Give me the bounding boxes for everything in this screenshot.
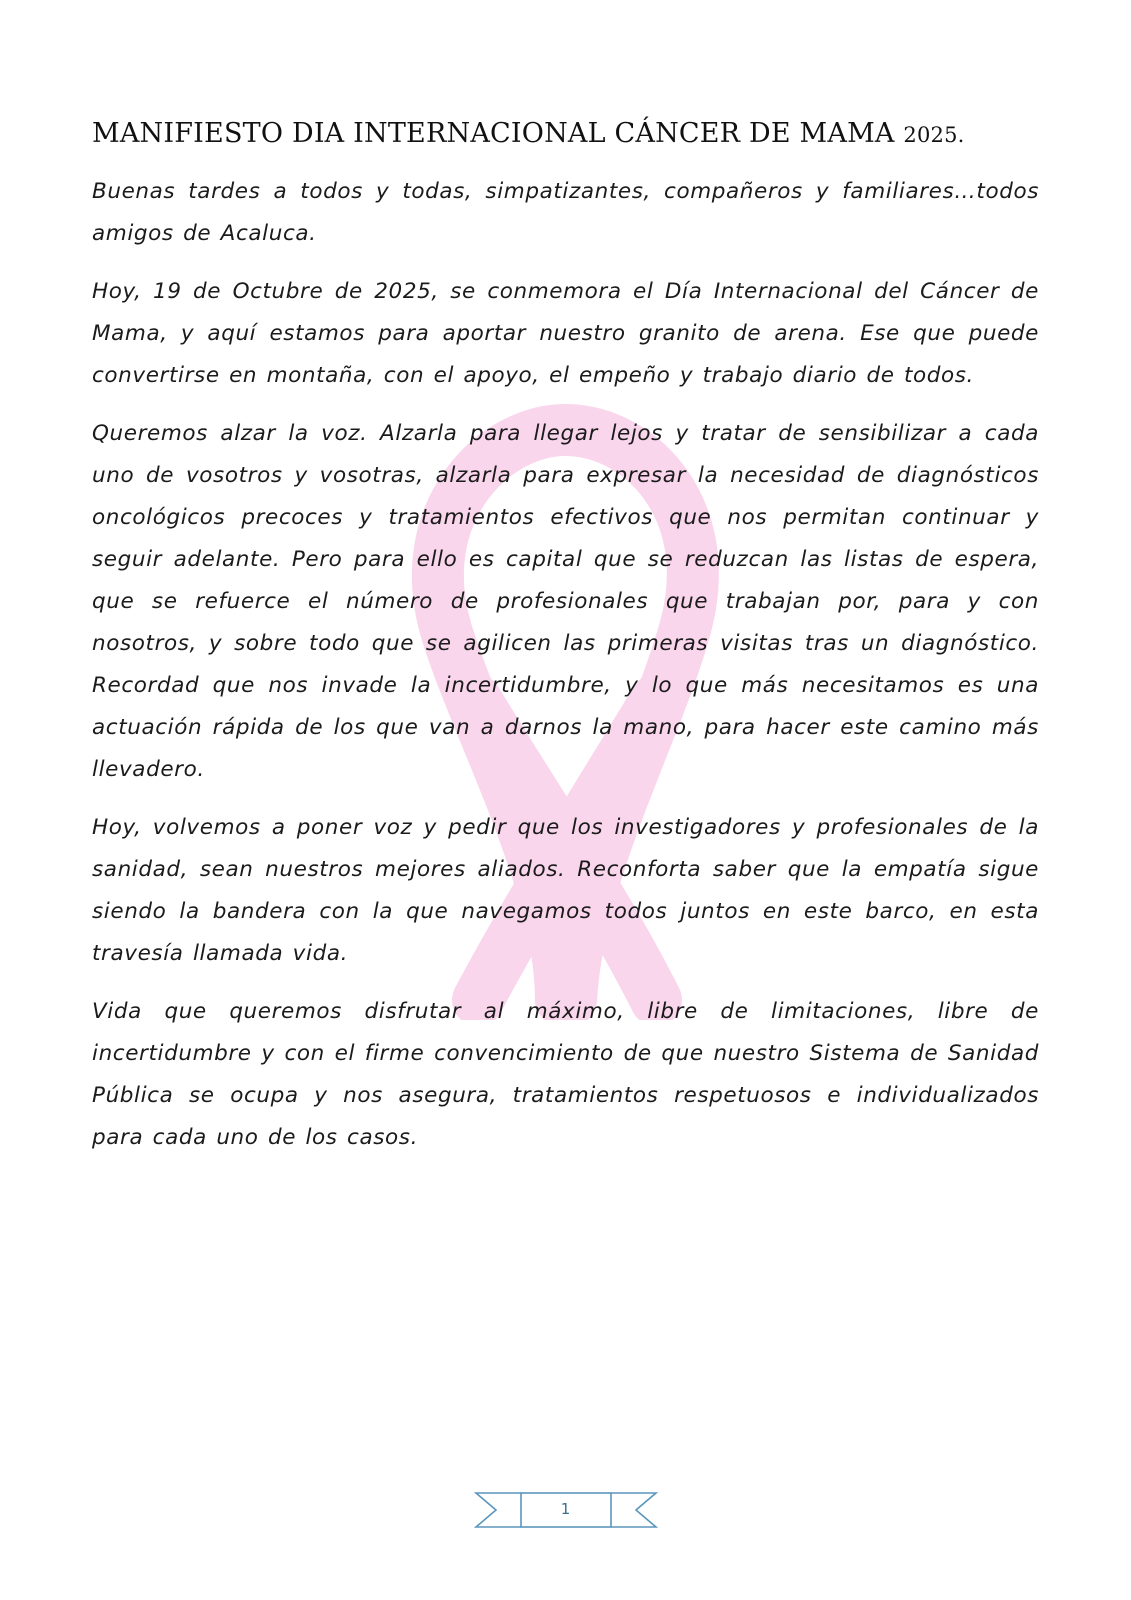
paragraph-5: Vida que queremos disfrutar al máximo, libre de limitaciones, libre de incertidumbre y con el firme convencimiento de que nuestro Sistema de Sanidad Pública se ocupa y nos asegura, tratamientos respetuosos e individualizados para cada uno de los casos. xyxy=(92,999,1039,1150)
footer-page-banner xyxy=(0,1480,1131,1538)
paragraph-4: Hoy, volvemos a poner voz y pedir que los investigadores y profesionales de la sanidad, sean nuestros mejores aliados. Reconforta saber que la empatía sigue siendo la bandera con la que navegamos todos juntos en este barco, en esta travesía llamada vida. xyxy=(92,815,1039,966)
paragraph-1: Buenas tardes a todos y todas, simpatizantes, compañeros y familiares…todos amigos de Acaluca. xyxy=(92,179,1039,246)
page-title xyxy=(92,118,1039,149)
paragraph-3: Queremos alzar la voz. Alzarla para llegar lejos y tratar de sensibilizar a cada uno de vosotros y vosotras, alzarla para expresar la necesidad de diagnósticos oncológicos precoces y tratamientos efectivos que nos permitan continuar y seguir adelante. Pero para ello es capital que se reduzcan las listas de espera, que se refuerce el número de profesionales que trabajan por, para y con nosotros, y sobre todo que se agilicen las primeras visitas tras un diagnóstico. Recordad que nos invade la incertidumbre, y lo que más necesitamos es una actuación rápida de los que van a darnos la mano, para hacer este camino más llevadero. xyxy=(92,421,1039,782)
document-content xyxy=(92,118,1039,1159)
page-number: 1 xyxy=(560,1500,571,1518)
paragraph-2: Hoy, 19 de Octubre de 2025, se conmemora el Día Internacional del Cáncer de Mama, y aquí estamos para aportar nuestro granito de arena. Ese que puede convertirse en montaña, con el apoyo, el empeño y trabajo diario de todos. xyxy=(92,279,1039,388)
page-title-year: 2025. xyxy=(903,123,965,147)
page-title-text: MANIFIESTO DIA INTERNACIONAL CÁNCER DE MAMA xyxy=(92,118,895,149)
